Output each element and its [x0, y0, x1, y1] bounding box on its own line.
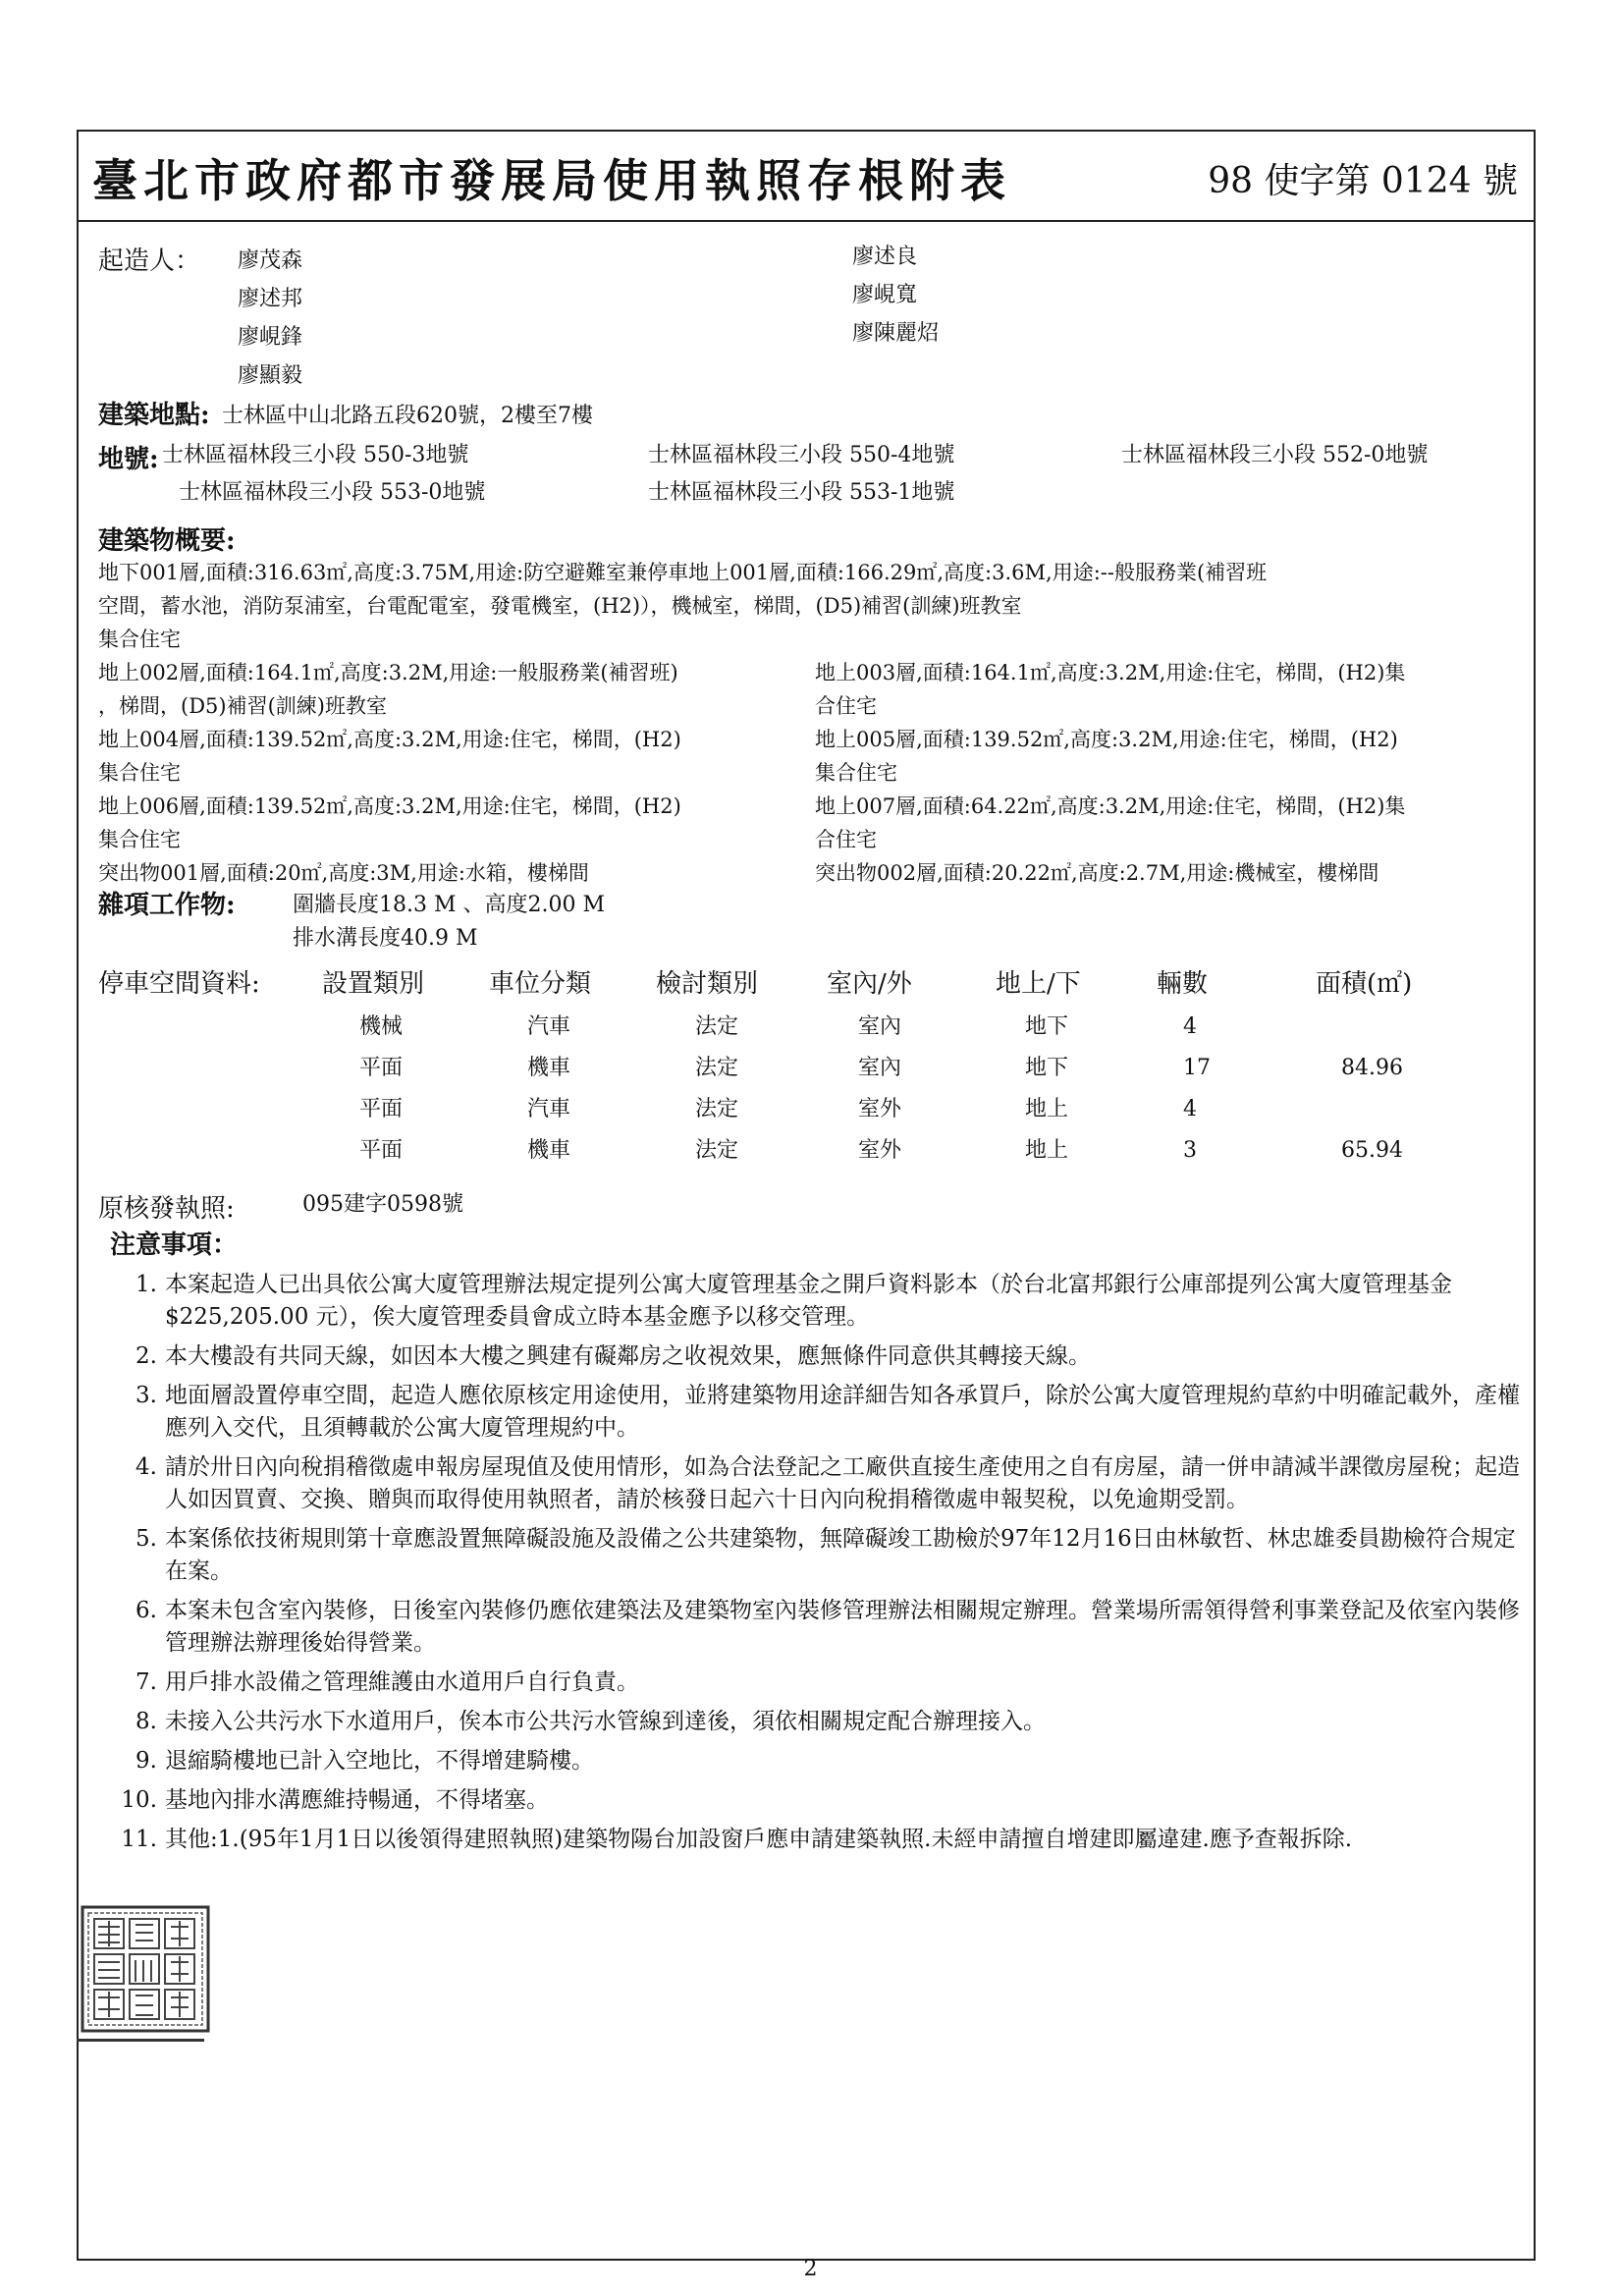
- note-item: 9. 退縮騎樓地已計入空地比，不得增建騎樓。: [135, 1748, 594, 1774]
- note-item: 6. 本案未包含室內裝修，日後室內裝修仍應依建築法及建築物室內裝修管理辦法相關規定辦理。營業場所需領得營利事業登記及依室內裝修管理辦法辦理後始得營業。: [135, 1598, 1520, 1656]
- note-item: 2. 本大樓設有共同天線，如因本大樓之興建有礙鄰房之收視效果，應無條件同意供其轉接天線。: [135, 1343, 1091, 1369]
- parking-cell: 4: [1183, 1097, 1197, 1121]
- floor-desc: 地上002層,面積:164.1㎡,高度:3.2M,用途:一般服務業(補習班): [98, 661, 678, 684]
- note-item: 11. 其他:1.(95年1月1日以後領得建照執照)建築物陽台加設窗戶應申請建築執照.未經申請擅自增建即屬違建.應予查報拆除.: [121, 1827, 1353, 1852]
- parking-cell: 地下: [1025, 1056, 1069, 1080]
- lots-label: 地號:: [98, 445, 159, 474]
- parking-cell: 65.94: [1341, 1138, 1403, 1163]
- builder-name: 廖陳麗炤: [852, 321, 940, 346]
- parking-cell: 汽車: [527, 1097, 571, 1121]
- floor-desc: 突出物002層,面積:20.22㎡,高度:2.7M,用途:機械室，樓梯間: [815, 861, 1379, 885]
- overview-line: 集合住宅: [98, 628, 181, 651]
- floor-desc: ，梯間，(D5)補習(訓練)班教室: [98, 694, 387, 718]
- parking-cell: 法定: [695, 1138, 739, 1163]
- note-item: 4. 請於卅日內向稅捐稽徵處申報房屋現值及使用情形，如為合法登記之工廠供直接生產使用之自有房屋，請一併申請減半課徵房屋稅；起造人如因買賣、交換、贈與而取得使用執照者，請於核發日起六十日內向稅捐稽徵處申報契稅，以免逾期受罰。: [135, 1454, 1520, 1512]
- lot-item: 士林區福林段三小段 550-3地號: [162, 443, 469, 467]
- parking-header: 輛數: [1157, 969, 1209, 999]
- parking-cell: 室外: [858, 1138, 902, 1163]
- seal-underline: [77, 2039, 204, 2042]
- notes-label: 注意事項：: [110, 1230, 239, 1260]
- parking-cell: 室內: [858, 1056, 902, 1080]
- note-item: 1. 本案起造人已出具依公寓大廈管理辦法規定提列公寓大廈管理基金之開戶資料影本（於台北富邦銀行公庫部提列公寓大廈管理基金$225,205.00 元），俟大廈管理委員會成立時本基金應予以移交管理。: [135, 1272, 1452, 1330]
- overview-label: 建築物概要:: [98, 526, 236, 556]
- page-number: 2: [803, 2257, 818, 2281]
- parking-header: 面積(㎡): [1316, 969, 1413, 999]
- note-item: 8. 未接入公共污水下水道用戶，俟本市公共污水管線到達後，須依相關規定配合辦理接入。: [135, 1709, 1046, 1734]
- floor-desc: 集合住宅: [815, 761, 897, 785]
- parking-cell: 84.96: [1341, 1056, 1403, 1080]
- site-label: 建築地點:: [98, 401, 210, 430]
- note-item: 3. 地面層設置停車空間，起造人應依原核定用途使用，並將建築物用途詳細告知各承買戶，除於公寓大廈管理規約草約中明確記載外，產權應列入交代，且須轉載於公寓大廈管理規約中。: [135, 1383, 1520, 1441]
- floor-desc: 地上004層,面積:139.52㎡,高度:3.2M,用途:住宅，梯間，(H2): [98, 728, 681, 751]
- parking-cell: 機車: [527, 1138, 571, 1163]
- floor-desc: 地上003層,面積:164.1㎡,高度:3.2M,用途:住宅，梯間，(H2)集: [815, 661, 1406, 684]
- lot-item: 士林區福林段三小段 550-4地號: [648, 443, 955, 467]
- parking-header: 地上/下: [996, 969, 1081, 999]
- floor-desc: 集合住宅: [98, 761, 181, 785]
- builder-name: 廖顯毅: [238, 363, 303, 388]
- parking-header: 車位分類: [489, 969, 592, 999]
- parking-cell: 室內: [858, 1014, 902, 1039]
- misc-line: 排水溝長度40.9 M: [293, 926, 478, 951]
- parking-cell: 3: [1183, 1138, 1197, 1163]
- parking-cell: 平面: [359, 1097, 404, 1121]
- parking-cell: 法定: [695, 1056, 739, 1080]
- floor-desc: 地上007層,面積:64.22㎡,高度:3.2M,用途:住宅，梯間，(H2)集: [815, 794, 1406, 818]
- parking-cell: 平面: [359, 1138, 404, 1163]
- floor-desc: 合住宅: [815, 694, 877, 718]
- parking-cell: 17: [1183, 1056, 1211, 1080]
- parking-cell: 地上: [1025, 1138, 1069, 1163]
- builder-name: 廖述良: [852, 245, 918, 269]
- builders-label: 起造人：: [98, 246, 201, 276]
- builder-name: 廖峴鋒: [238, 325, 303, 350]
- parking-cell: 4: [1183, 1014, 1197, 1039]
- builder-name: 廖述邦: [238, 287, 303, 311]
- parking-cell: 法定: [695, 1014, 739, 1039]
- parking-cell: 地上: [1025, 1097, 1069, 1121]
- note-item: 7. 用戶排水設備之管理維護由水道用戶自行負責。: [135, 1669, 639, 1695]
- lot-item: 士林區福林段三小段 553-1地號: [648, 480, 955, 505]
- notes-list: [118, 1269, 1537, 1863]
- builder-name: 廖茂森: [238, 248, 303, 273]
- parking-header: 室內/外: [827, 969, 912, 999]
- parking-cell: 法定: [695, 1097, 739, 1121]
- note-item: 5. 本案係依技術規則第十章應設置無障礙設施及設備之公共建築物，無障礙竣工勘檢於97年12月16日由林敏哲、林忠雄委員勘檢符合規定在案。: [135, 1526, 1516, 1584]
- parking-cell: 汽車: [527, 1014, 571, 1039]
- original-permit-value: 095建字0598號: [302, 1192, 463, 1217]
- title-row: [79, 132, 1534, 222]
- parking-label: 停車空間資料:: [98, 969, 260, 999]
- official-seal: [81, 1905, 210, 2033]
- page-title: 臺北市政府都市發展局使用執照存根附表: [92, 154, 1011, 207]
- note-item: 10. 基地內排水溝應維持暢通，不得堵塞。: [121, 1787, 549, 1813]
- overview-line: 空間，蓄水池，消防泵浦室，台電配電室，發電機室，(H2)），機械室，梯間，(D5)補習(訓練)班教室: [98, 594, 1022, 618]
- lot-item: 士林區福林段三小段 553-0地號: [179, 480, 486, 505]
- parking-cell: 機車: [527, 1056, 571, 1080]
- parking-cell: 地下: [1025, 1014, 1069, 1039]
- misc-label: 雜項工作物:: [98, 891, 236, 920]
- parking-header: 設置類別: [322, 969, 425, 999]
- original-permit-label: 原核發執照:: [98, 1194, 235, 1224]
- misc-line: 圍牆長度18.3 M 、高度2.00 M: [293, 893, 606, 917]
- floor-desc: 地上005層,面積:139.52㎡,高度:3.2M,用途:住宅，梯間，(H2): [815, 728, 1398, 751]
- floor-desc: 合住宅: [815, 828, 877, 851]
- overview-line: 地下001層,面積:316.63㎡,高度:3.75M,用途:防空避難室兼停車地上001層,面積:166.29㎡,高度:3.6M,用途:--般服務業(補習班: [98, 561, 1268, 584]
- floor-desc: 集合住宅: [98, 828, 181, 851]
- parking-cell: 機械: [359, 1014, 404, 1039]
- parking-cell: 平面: [359, 1056, 404, 1080]
- seal-stamp-icon: [81, 1905, 210, 2033]
- permit-number: 98 使字第 0124 號: [1208, 161, 1518, 201]
- builder-name: 廖峴寬: [852, 283, 918, 307]
- site-value: 士林區中山北路五段620號，2樓至7樓: [222, 404, 593, 428]
- parking-header: 檢討類別: [656, 969, 759, 999]
- parking-cell: 室外: [858, 1097, 902, 1121]
- floor-desc: 突出物001層,面積:20㎡,高度:3M,用途:水箱，樓梯間: [98, 861, 589, 885]
- lot-item: 士林區福林段三小段 552-0地號: [1121, 443, 1429, 467]
- floor-desc: 地上006層,面積:139.52㎡,高度:3.2M,用途:住宅，梯間，(H2): [98, 794, 681, 818]
